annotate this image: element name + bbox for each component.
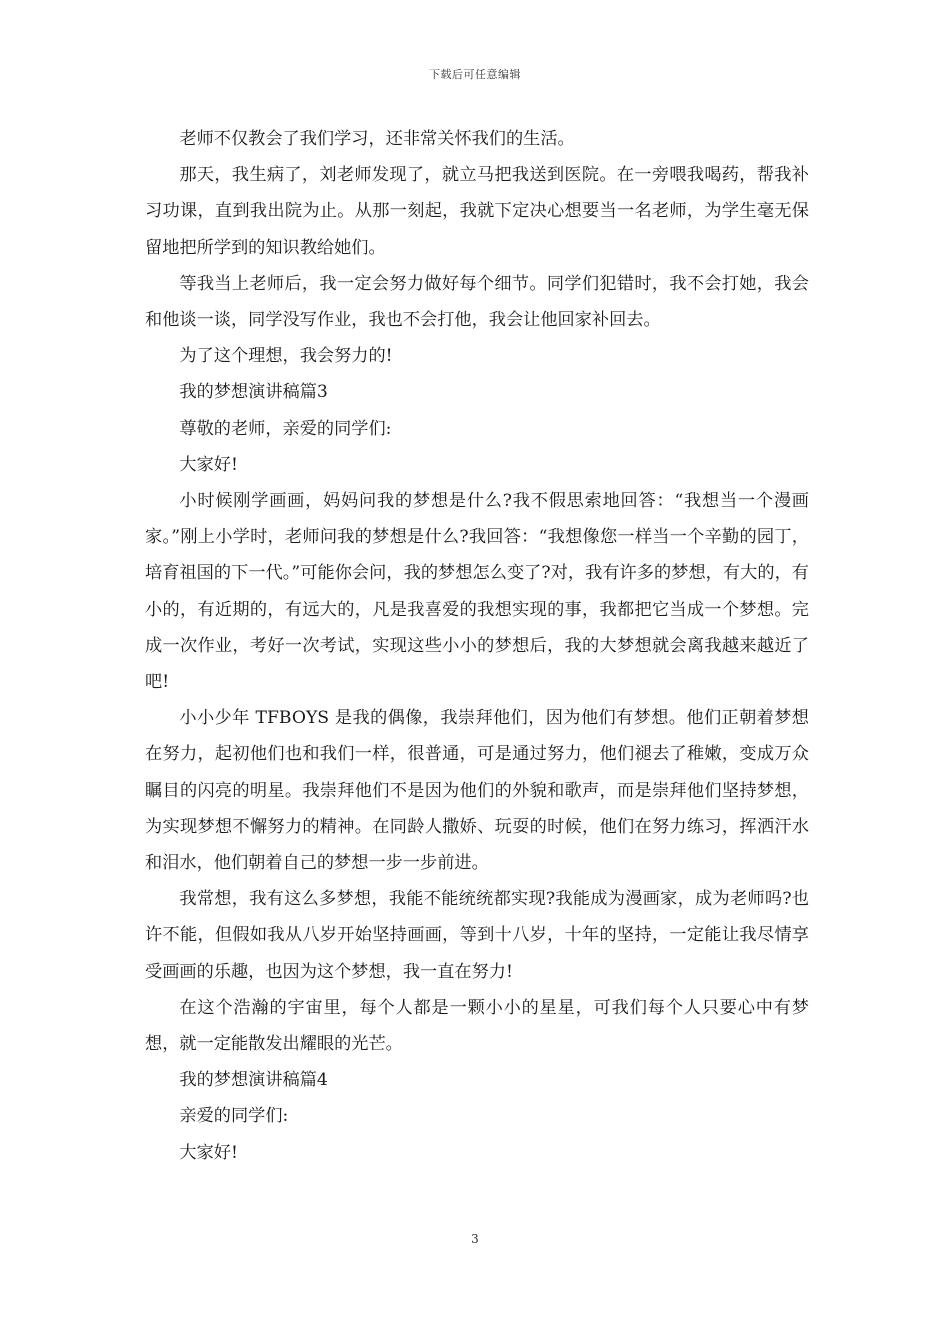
paragraph-1: 老师不仅教会了我们学习，还非常关怀我们的生活。 — [179, 129, 575, 149]
paragraph-8: 在这个浩瀚的宇宙里，每个人都是一颗小小的星星，可我们每个人只要心中有梦想，就一定能散发出耀眼的光芒。 — [145, 997, 809, 1055]
paragraph-4: 为了这个理想，我会努力的! — [179, 346, 393, 367]
salutation-2: 亲爱的同学们: — [179, 1106, 289, 1127]
page-number: 3 — [471, 1232, 479, 1246]
salutation: 尊敬的老师，亲爱的同学们: — [179, 418, 392, 439]
greeting: 大家好! — [179, 454, 238, 475]
section-heading-3: 我的梦想演讲稿篇3 — [179, 382, 328, 403]
document-body — [145, 121, 809, 1171]
greeting-2: 大家好! — [179, 1142, 238, 1163]
paragraph-5: 小时候刚学画画，妈妈问我的梦想是什么?我不假思索地回答：“我想当一个漫画家。”刚上小学时，老师问我的梦想是什么?我回答：“我想像您一样当一个辛勤的园丁，培育祖国的下一代。”可能你会问，我的梦想怎么变了?对，我有许多的梦想，有大的，有小的，有近期的，有远大的，凡是我喜爱的我想实现的事，我都把它当成一个梦想。完成一次作业，考好一次考试，实现这些小小的梦想后，我的大梦想就会离我越来越近了吧! — [145, 491, 809, 693]
paragraph-2: 那天，我生病了，刘老师发现了，就立马把我送到医院。在一旁喂我喝药，帮我补习功课，直到我出院为止。从那一刻起，我就下定决心想要当一名老师，为学生毫无保留地把所学到的知识教给她们。 — [145, 165, 809, 258]
section-heading-4: 我的梦想演讲稿篇4 — [179, 1070, 328, 1091]
paragraph-3: 等我当上老师后，我一定会努力做好每个细节。同学们犯错时，我不会打她，我会和他谈一谈，同学没写作业，我也不会打他，我会让他回家补回去。 — [145, 273, 809, 331]
paragraph-7: 我常想，我有这么多梦想，我能不能统统都实现?我能成为漫画家，成为老师吗?也许不能，但假如我从八岁开始坚持画画，等到十八岁，十年的坚持，一定能让我尽情享受画画的乐趣，也因为这个梦想，我一直在努力! — [145, 889, 809, 982]
paragraph-6: 小小少年 TFBOYS 是我的偶像，我崇拜他们，因为他们有梦想。他们正朝着梦想在努力，起初他们也和我们一样，很普通，可是通过努力，他们褪去了稚嫩，变成万众瞩目的闪亮的明星。我崇拜他们不是因为他们的外貌和歌声，而是崇拜他们坚持梦想，为实现梦想不懈努力的精神。在同龄人撒娇、玩耍的时候，他们在努力练习，挥洒汗水和泪水，他们朝着自己的梦想一步一步前进。 — [145, 708, 809, 874]
page-header: 下载后可任意编辑 — [429, 68, 521, 81]
